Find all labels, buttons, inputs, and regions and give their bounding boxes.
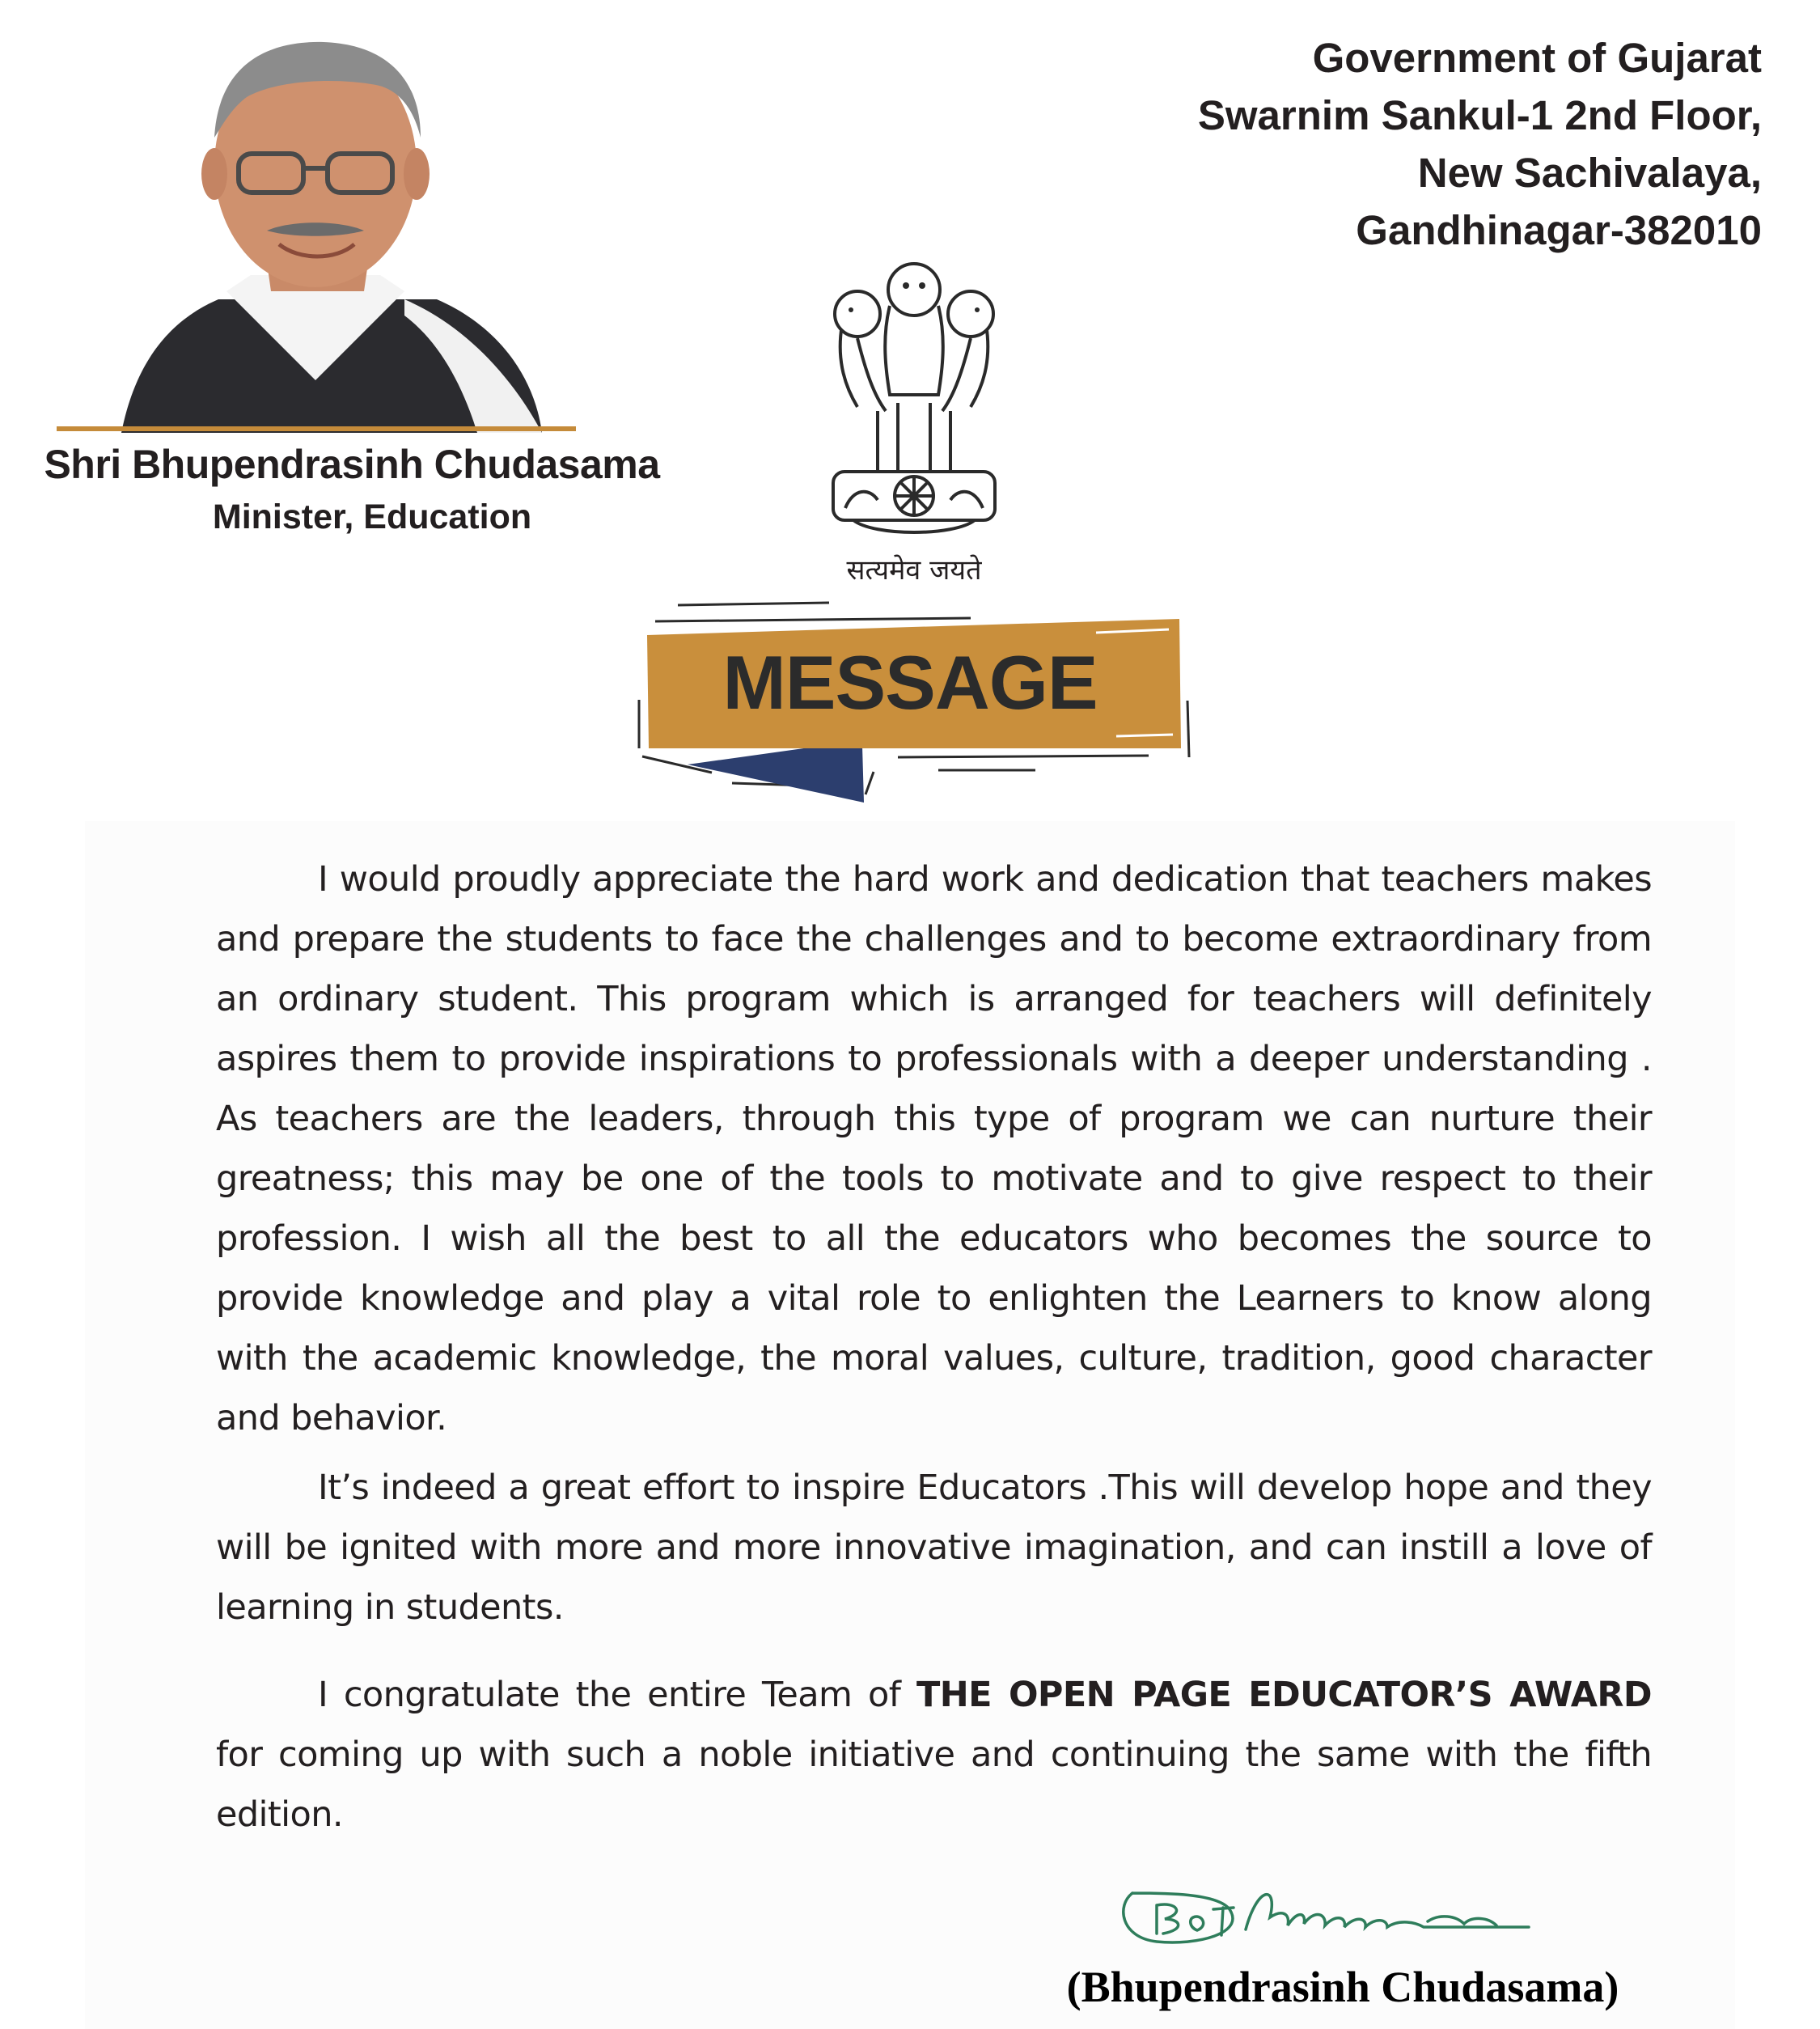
address-line: Swarnim Sankul-1 2nd Floor, — [1197, 92, 1762, 138]
paragraph-text: I congratulate the entire Team of — [318, 1675, 917, 1715]
award-name: THE OPEN PAGE EDUCATOR’S AWARD — [916, 1675, 1652, 1715]
paragraph-text: for coming up with such a noble initiative and continuing the same with the fifth edition. — [216, 1735, 1652, 1835]
address-line: Government of Gujarat — [1312, 35, 1762, 81]
national-emblem-icon — [809, 257, 1019, 549]
portrait-underline — [57, 426, 576, 431]
address-line: Gandhinagar-382010 — [1356, 207, 1762, 253]
handwritten-signature — [1108, 1869, 1561, 1966]
minister-title: Minister, Education — [212, 498, 532, 536]
minister-name: Shri Bhupendrasinh Chudasama — [44, 442, 660, 487]
address-line: New Sachivalaya, — [1417, 150, 1762, 196]
message-title: MESSAGE — [722, 640, 1098, 725]
minister-portrait-image — [57, 32, 574, 433]
signatory-name: (Bhupendrasinh Chudasama) — [1066, 1963, 1619, 2011]
message-paragraph: I would proudly appreciate the hard work and dedication that teachers makes and prepare the students to face the challenges and to become extraordinary from an ordinary student. This program which is arranged for teachers will definitely aspires them to provide inspirations to professionals with a deeper understanding . As teachers are the leaders, through this type of program we can nurture their greatness; this may be one of the tools to motivate and to give respect to their profession. I wish all the best to all the educators who becomes the source to provide knowledge and play a vital role to enlighten the Learners to know along with the academic knowledge, the moral values, culture, tradition, good character and behavior. — [216, 859, 1652, 1438]
office-address — [1198, 29, 1762, 259]
message-paragraph: It’s indeed a great effort to inspire Educators .This will develop hope and they will be ignited with more and more innovative imagination, and can instill a love of learning in students. — [216, 1468, 1652, 1628]
message-body — [216, 849, 1652, 1845]
emblem-motto: सत्यमेव जयते — [846, 554, 982, 587]
message-paragraph — [216, 1665, 1652, 1845]
